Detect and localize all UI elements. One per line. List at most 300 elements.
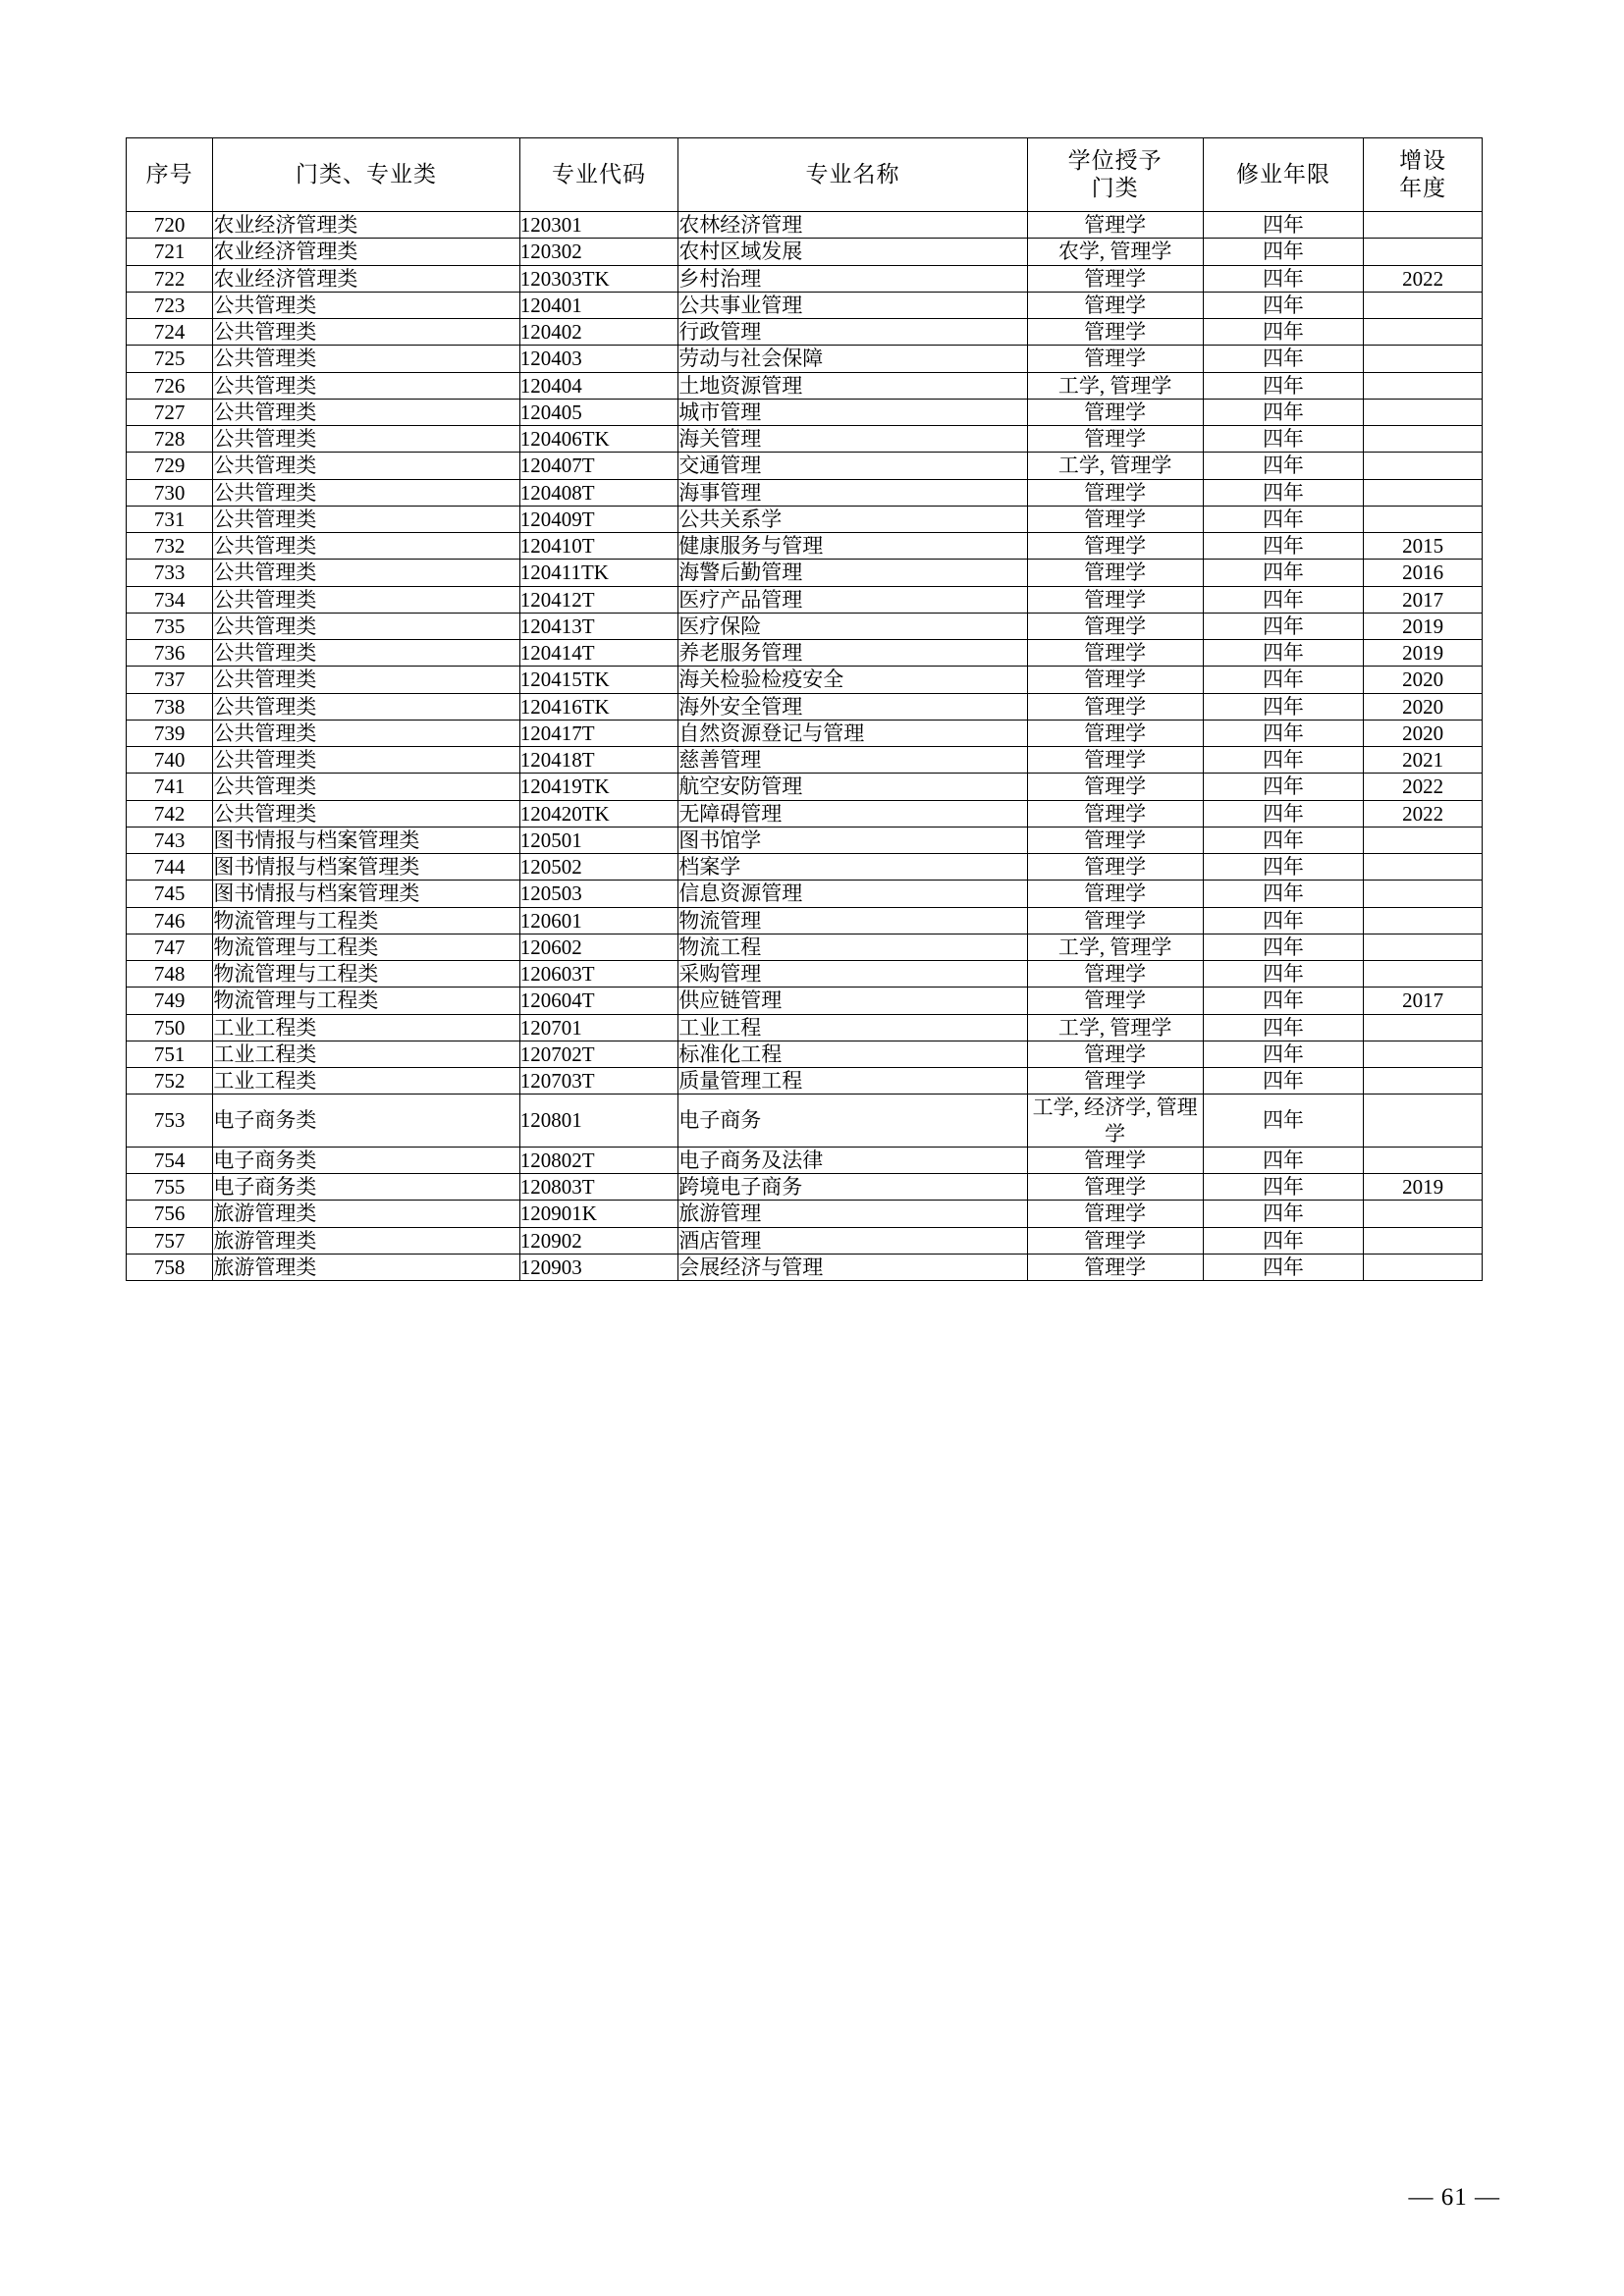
table-row — [127, 399, 1483, 425]
cell-no: 745 — [127, 881, 213, 907]
cell-name: 海警后勤管理 — [678, 560, 1027, 586]
cell-degree: 管理学 — [1027, 747, 1203, 774]
cell-years: 四年 — [1203, 265, 1364, 292]
cell-degree: 管理学 — [1027, 854, 1203, 881]
cell-code: 120405 — [519, 399, 678, 425]
table-row — [127, 212, 1483, 239]
table-row — [127, 613, 1483, 639]
cell-degree: 管理学 — [1027, 560, 1203, 586]
cell-category: 农业经济管理类 — [213, 265, 519, 292]
cell-name: 城市管理 — [678, 399, 1027, 425]
cell-no: 740 — [127, 747, 213, 774]
cell-degree: 管理学 — [1027, 346, 1203, 372]
cell-code: 120404 — [519, 372, 678, 399]
cell-code: 120604T — [519, 988, 678, 1014]
cell-no: 753 — [127, 1095, 213, 1148]
cell-degree: 管理学 — [1027, 319, 1203, 346]
cell-no: 747 — [127, 934, 213, 960]
cell-degree: 管理学 — [1027, 212, 1203, 239]
cell-code: 120902 — [519, 1227, 678, 1254]
cell-no: 749 — [127, 988, 213, 1014]
cell-no: 746 — [127, 907, 213, 934]
cell-category: 旅游管理类 — [213, 1201, 519, 1227]
cell-name: 劳动与社会保障 — [678, 346, 1027, 372]
cell-years: 四年 — [1203, 1041, 1364, 1067]
cell-years: 四年 — [1203, 426, 1364, 453]
cell-no: 728 — [127, 426, 213, 453]
cell-years: 四年 — [1203, 827, 1364, 853]
cell-category: 工业工程类 — [213, 1068, 519, 1095]
cell-no: 723 — [127, 292, 213, 318]
cell-category: 公共管理类 — [213, 693, 519, 720]
cell-name: 旅游管理 — [678, 1201, 1027, 1227]
column-header-name: 专业名称 — [678, 138, 1027, 212]
cell-degree: 工学, 经济学, 管理学 — [1027, 1095, 1203, 1148]
cell-added-year — [1364, 239, 1483, 265]
cell-years: 四年 — [1203, 907, 1364, 934]
cell-code: 120903 — [519, 1254, 678, 1280]
cell-category: 公共管理类 — [213, 346, 519, 372]
cell-years: 四年 — [1203, 988, 1364, 1014]
cell-category: 物流管理与工程类 — [213, 988, 519, 1014]
page-number: — 61 — — [1408, 2184, 1500, 2211]
table-row — [127, 346, 1483, 372]
cell-added-year — [1364, 453, 1483, 479]
cell-degree: 工学, 管理学 — [1027, 934, 1203, 960]
cell-no: 725 — [127, 346, 213, 372]
cell-code: 120801 — [519, 1095, 678, 1148]
cell-years: 四年 — [1203, 372, 1364, 399]
cell-name: 酒店管理 — [678, 1227, 1027, 1254]
column-header-degree-line1: 学位授予 — [1067, 148, 1163, 173]
cell-added-year — [1364, 212, 1483, 239]
cell-name: 公共关系学 — [678, 506, 1027, 532]
cell-added-year: 2022 — [1364, 774, 1483, 800]
cell-degree: 管理学 — [1027, 1201, 1203, 1227]
cell-category: 农业经济管理类 — [213, 212, 519, 239]
cell-code: 120901K — [519, 1201, 678, 1227]
table-row — [127, 881, 1483, 907]
cell-category: 物流管理与工程类 — [213, 961, 519, 988]
cell-added-year — [1364, 961, 1483, 988]
cell-degree: 工学, 管理学 — [1027, 1014, 1203, 1041]
cell-category: 公共管理类 — [213, 800, 519, 827]
cell-added-year: 2022 — [1364, 800, 1483, 827]
cell-category: 公共管理类 — [213, 372, 519, 399]
cell-name: 海外安全管理 — [678, 693, 1027, 720]
cell-code: 120412T — [519, 586, 678, 613]
column-header-no: 序号 — [127, 138, 213, 212]
cell-no: 738 — [127, 693, 213, 720]
cell-category: 公共管理类 — [213, 292, 519, 318]
cell-years: 四年 — [1203, 479, 1364, 506]
table-row — [127, 934, 1483, 960]
cell-added-year — [1364, 479, 1483, 506]
cell-code: 120414T — [519, 640, 678, 667]
cell-years: 四年 — [1203, 774, 1364, 800]
cell-added-year: 2020 — [1364, 693, 1483, 720]
cell-years: 四年 — [1203, 693, 1364, 720]
cell-name: 工业工程 — [678, 1014, 1027, 1041]
table-row — [127, 1068, 1483, 1095]
cell-name: 跨境电子商务 — [678, 1174, 1027, 1201]
column-header-years: 修业年限 — [1203, 138, 1364, 212]
cell-code: 120703T — [519, 1068, 678, 1095]
table-row — [127, 533, 1483, 560]
cell-name: 医疗保险 — [678, 613, 1027, 639]
cell-no: 720 — [127, 212, 213, 239]
table-row — [127, 506, 1483, 532]
cell-added-year: 2020 — [1364, 667, 1483, 693]
cell-code: 120601 — [519, 907, 678, 934]
cell-code: 120302 — [519, 239, 678, 265]
cell-degree: 管理学 — [1027, 265, 1203, 292]
cell-degree: 管理学 — [1027, 533, 1203, 560]
cell-added-year — [1364, 1201, 1483, 1227]
cell-name: 医疗产品管理 — [678, 586, 1027, 613]
cell-years: 四年 — [1203, 1254, 1364, 1280]
cell-name: 采购管理 — [678, 961, 1027, 988]
cell-name: 海事管理 — [678, 479, 1027, 506]
cell-added-year — [1364, 1095, 1483, 1148]
cell-added-year — [1364, 1014, 1483, 1041]
cell-code: 120415TK — [519, 667, 678, 693]
cell-code: 120702T — [519, 1041, 678, 1067]
cell-code: 120503 — [519, 881, 678, 907]
cell-name: 慈善管理 — [678, 747, 1027, 774]
cell-name: 电子商务及法律 — [678, 1147, 1027, 1173]
cell-added-year — [1364, 934, 1483, 960]
cell-no: 757 — [127, 1227, 213, 1254]
column-header-degree — [1027, 138, 1203, 212]
column-header-degree-line2: 门类 — [1091, 176, 1139, 201]
column-header-added-year — [1364, 138, 1483, 212]
cell-name: 交通管理 — [678, 453, 1027, 479]
table-row — [127, 479, 1483, 506]
cell-category: 公共管理类 — [213, 506, 519, 532]
cell-category: 公共管理类 — [213, 613, 519, 639]
cell-years: 四年 — [1203, 747, 1364, 774]
cell-degree: 管理学 — [1027, 1041, 1203, 1067]
cell-code: 120402 — [519, 319, 678, 346]
cell-name: 农林经济管理 — [678, 212, 1027, 239]
cell-degree: 工学, 管理学 — [1027, 453, 1203, 479]
cell-years: 四年 — [1203, 854, 1364, 881]
table-row — [127, 800, 1483, 827]
cell-code: 120501 — [519, 827, 678, 853]
cell-added-year: 2019 — [1364, 613, 1483, 639]
cell-category: 公共管理类 — [213, 720, 519, 746]
table-row — [127, 239, 1483, 265]
cell-years: 四年 — [1203, 640, 1364, 667]
table-row — [127, 1201, 1483, 1227]
cell-category: 工业工程类 — [213, 1014, 519, 1041]
cell-name: 物流管理 — [678, 907, 1027, 934]
cell-name: 标准化工程 — [678, 1041, 1027, 1067]
table-row — [127, 586, 1483, 613]
cell-years: 四年 — [1203, 453, 1364, 479]
cell-years: 四年 — [1203, 212, 1364, 239]
cell-no: 744 — [127, 854, 213, 881]
cell-no: 727 — [127, 399, 213, 425]
cell-code: 120410T — [519, 533, 678, 560]
cell-code: 120701 — [519, 1014, 678, 1041]
cell-category: 农业经济管理类 — [213, 239, 519, 265]
cell-name: 自然资源登记与管理 — [678, 720, 1027, 746]
cell-added-year — [1364, 854, 1483, 881]
cell-name: 健康服务与管理 — [678, 533, 1027, 560]
column-header-code: 专业代码 — [519, 138, 678, 212]
cell-added-year — [1364, 881, 1483, 907]
cell-category: 公共管理类 — [213, 319, 519, 346]
table-row — [127, 1227, 1483, 1254]
table-row — [127, 265, 1483, 292]
cell-years: 四年 — [1203, 586, 1364, 613]
cell-added-year — [1364, 1227, 1483, 1254]
cell-no: 734 — [127, 586, 213, 613]
table-row — [127, 1014, 1483, 1041]
table-row — [127, 426, 1483, 453]
cell-no: 743 — [127, 827, 213, 853]
cell-no: 754 — [127, 1147, 213, 1173]
cell-added-year: 2022 — [1364, 265, 1483, 292]
cell-degree: 管理学 — [1027, 292, 1203, 318]
cell-years: 四年 — [1203, 1147, 1364, 1173]
cell-name: 会展经济与管理 — [678, 1254, 1027, 1280]
table-row — [127, 319, 1483, 346]
cell-years: 四年 — [1203, 667, 1364, 693]
cell-no: 752 — [127, 1068, 213, 1095]
cell-years: 四年 — [1203, 560, 1364, 586]
cell-added-year — [1364, 319, 1483, 346]
cell-added-year: 2017 — [1364, 586, 1483, 613]
cell-years: 四年 — [1203, 399, 1364, 425]
cell-no: 751 — [127, 1041, 213, 1067]
cell-years: 四年 — [1203, 506, 1364, 532]
cell-category: 公共管理类 — [213, 399, 519, 425]
cell-degree: 管理学 — [1027, 640, 1203, 667]
cell-code: 120417T — [519, 720, 678, 746]
cell-code: 120603T — [519, 961, 678, 988]
cell-code: 120408T — [519, 479, 678, 506]
cell-category: 公共管理类 — [213, 667, 519, 693]
cell-code: 120407T — [519, 453, 678, 479]
cell-name: 电子商务 — [678, 1095, 1027, 1148]
cell-no: 726 — [127, 372, 213, 399]
cell-degree: 管理学 — [1027, 988, 1203, 1014]
cell-no: 733 — [127, 560, 213, 586]
cell-degree: 管理学 — [1027, 827, 1203, 853]
cell-category: 公共管理类 — [213, 774, 519, 800]
cell-added-year: 2020 — [1364, 720, 1483, 746]
table-row — [127, 292, 1483, 318]
cell-added-year — [1364, 399, 1483, 425]
cell-no: 739 — [127, 720, 213, 746]
cell-added-year — [1364, 426, 1483, 453]
cell-years: 四年 — [1203, 800, 1364, 827]
table-row — [127, 774, 1483, 800]
cell-degree: 管理学 — [1027, 774, 1203, 800]
cell-added-year — [1364, 1068, 1483, 1095]
cell-degree: 管理学 — [1027, 881, 1203, 907]
cell-name: 行政管理 — [678, 319, 1027, 346]
table-row — [127, 854, 1483, 881]
cell-category: 公共管理类 — [213, 747, 519, 774]
cell-added-year — [1364, 907, 1483, 934]
cell-name: 信息资源管理 — [678, 881, 1027, 907]
cell-category: 公共管理类 — [213, 560, 519, 586]
table-row — [127, 560, 1483, 586]
cell-added-year — [1364, 372, 1483, 399]
table-header-row — [127, 138, 1483, 212]
cell-added-year — [1364, 292, 1483, 318]
table-row — [127, 720, 1483, 746]
cell-category: 图书情报与档案管理类 — [213, 854, 519, 881]
cell-added-year — [1364, 1147, 1483, 1173]
cell-category: 旅游管理类 — [213, 1254, 519, 1280]
cell-code: 120802T — [519, 1147, 678, 1173]
cell-years: 四年 — [1203, 1227, 1364, 1254]
cell-category: 公共管理类 — [213, 479, 519, 506]
cell-no: 724 — [127, 319, 213, 346]
cell-degree: 管理学 — [1027, 907, 1203, 934]
cell-degree: 农学, 管理学 — [1027, 239, 1203, 265]
table-row — [127, 961, 1483, 988]
cell-code: 120413T — [519, 613, 678, 639]
cell-category: 图书情报与档案管理类 — [213, 827, 519, 853]
table-row — [127, 1095, 1483, 1148]
cell-years: 四年 — [1203, 1014, 1364, 1041]
cell-no: 721 — [127, 239, 213, 265]
cell-degree: 管理学 — [1027, 399, 1203, 425]
cell-code: 120602 — [519, 934, 678, 960]
cell-years: 四年 — [1203, 881, 1364, 907]
cell-added-year: 2015 — [1364, 533, 1483, 560]
cell-category: 电子商务类 — [213, 1147, 519, 1173]
cell-degree: 管理学 — [1027, 667, 1203, 693]
cell-name: 质量管理工程 — [678, 1068, 1027, 1095]
cell-no: 730 — [127, 479, 213, 506]
cell-name: 图书馆学 — [678, 827, 1027, 853]
cell-years: 四年 — [1203, 934, 1364, 960]
cell-years: 四年 — [1203, 961, 1364, 988]
cell-code: 120420TK — [519, 800, 678, 827]
cell-name: 档案学 — [678, 854, 1027, 881]
cell-no: 741 — [127, 774, 213, 800]
cell-years: 四年 — [1203, 1201, 1364, 1227]
cell-no: 756 — [127, 1201, 213, 1227]
cell-category: 物流管理与工程类 — [213, 934, 519, 960]
table-row — [127, 907, 1483, 934]
cell-name: 养老服务管理 — [678, 640, 1027, 667]
cell-no: 731 — [127, 506, 213, 532]
cell-category: 旅游管理类 — [213, 1227, 519, 1254]
cell-degree: 管理学 — [1027, 693, 1203, 720]
cell-no: 742 — [127, 800, 213, 827]
cell-category: 公共管理类 — [213, 426, 519, 453]
cell-added-year — [1364, 1041, 1483, 1067]
cell-added-year: 2021 — [1364, 747, 1483, 774]
cell-years: 四年 — [1203, 319, 1364, 346]
cell-degree: 管理学 — [1027, 1227, 1203, 1254]
cell-no: 736 — [127, 640, 213, 667]
cell-degree: 管理学 — [1027, 961, 1203, 988]
cell-category: 物流管理与工程类 — [213, 907, 519, 934]
table-row — [127, 372, 1483, 399]
cell-name: 无障碍管理 — [678, 800, 1027, 827]
table-row — [127, 1147, 1483, 1173]
cell-no: 732 — [127, 533, 213, 560]
cell-no: 735 — [127, 613, 213, 639]
cell-category: 公共管理类 — [213, 586, 519, 613]
cell-added-year — [1364, 827, 1483, 853]
cell-no: 737 — [127, 667, 213, 693]
cell-degree: 管理学 — [1027, 1147, 1203, 1173]
table-row — [127, 1174, 1483, 1201]
cell-degree: 管理学 — [1027, 1068, 1203, 1095]
cell-degree: 管理学 — [1027, 479, 1203, 506]
column-header-category: 门类、专业类 — [213, 138, 519, 212]
cell-name: 物流工程 — [678, 934, 1027, 960]
cell-code: 120406TK — [519, 426, 678, 453]
cell-no: 748 — [127, 961, 213, 988]
cell-category: 图书情报与档案管理类 — [213, 881, 519, 907]
cell-name: 农村区域发展 — [678, 239, 1027, 265]
cell-code: 120502 — [519, 854, 678, 881]
cell-added-year — [1364, 1254, 1483, 1280]
table-body — [127, 212, 1483, 1281]
cell-degree: 工学, 管理学 — [1027, 372, 1203, 399]
cell-code: 120416TK — [519, 693, 678, 720]
cell-name: 供应链管理 — [678, 988, 1027, 1014]
majors-table — [126, 137, 1483, 1281]
table-row — [127, 1254, 1483, 1280]
table-row — [127, 640, 1483, 667]
cell-code: 120301 — [519, 212, 678, 239]
cell-code: 120401 — [519, 292, 678, 318]
cell-code: 120418T — [519, 747, 678, 774]
cell-code: 120409T — [519, 506, 678, 532]
cell-name: 航空安防管理 — [678, 774, 1027, 800]
cell-years: 四年 — [1203, 292, 1364, 318]
cell-years: 四年 — [1203, 1068, 1364, 1095]
cell-code: 120403 — [519, 346, 678, 372]
table-row — [127, 693, 1483, 720]
cell-code: 120419TK — [519, 774, 678, 800]
cell-degree: 管理学 — [1027, 586, 1203, 613]
cell-years: 四年 — [1203, 239, 1364, 265]
table-row — [127, 453, 1483, 479]
table-row — [127, 667, 1483, 693]
cell-degree: 管理学 — [1027, 1254, 1203, 1280]
cell-years: 四年 — [1203, 613, 1364, 639]
column-header-added-year-line1: 增设 — [1399, 148, 1447, 173]
cell-years: 四年 — [1203, 1174, 1364, 1201]
cell-degree: 管理学 — [1027, 613, 1203, 639]
cell-years: 四年 — [1203, 533, 1364, 560]
cell-no: 755 — [127, 1174, 213, 1201]
cell-category: 公共管理类 — [213, 640, 519, 667]
column-header-added-year-line2: 年度 — [1399, 176, 1447, 201]
cell-no: 729 — [127, 453, 213, 479]
cell-no: 750 — [127, 1014, 213, 1041]
cell-no: 722 — [127, 265, 213, 292]
cell-category: 电子商务类 — [213, 1095, 519, 1148]
cell-years: 四年 — [1203, 1095, 1364, 1148]
table-row — [127, 1041, 1483, 1067]
cell-added-year: 2019 — [1364, 1174, 1483, 1201]
cell-name: 乡村治理 — [678, 265, 1027, 292]
